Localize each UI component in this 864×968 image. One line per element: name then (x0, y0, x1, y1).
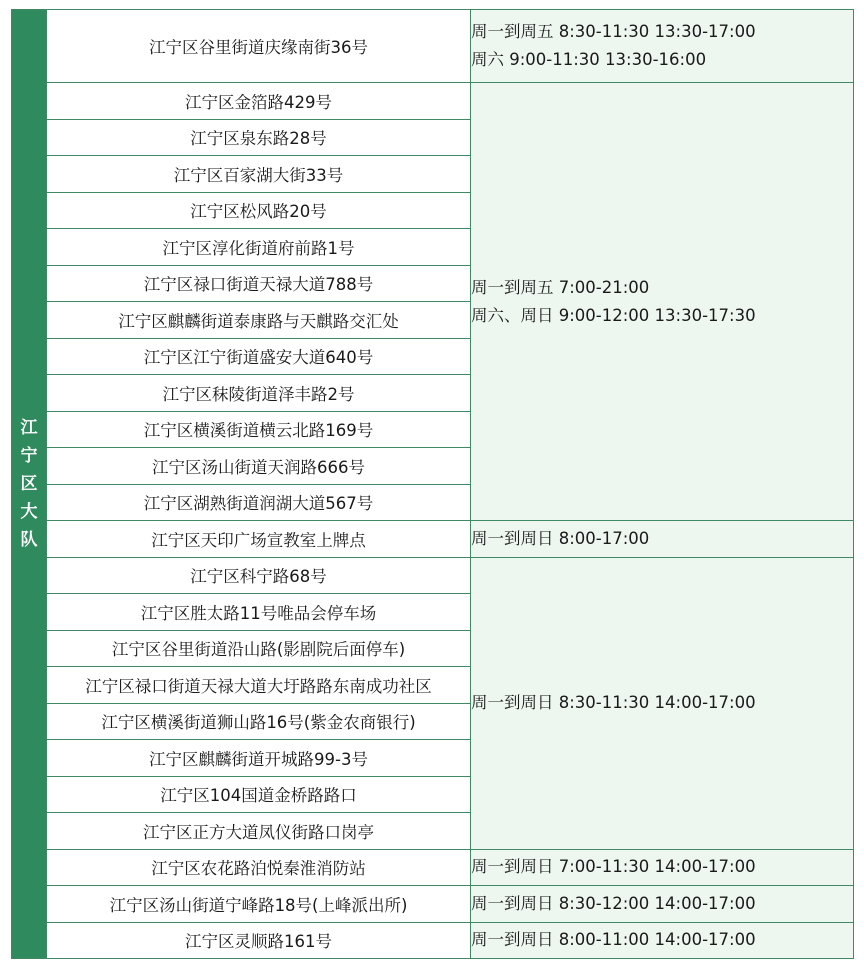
address-cell: 江宁区灵顺路161号 (47, 922, 471, 959)
table-row (12, 922, 854, 959)
address-cell: 江宁区农花路泊悦秦淮消防站 (47, 849, 471, 886)
address-cell: 江宁区横溪街道狮山路16号(紫金农商银行) (47, 703, 471, 740)
address-cell: 江宁区淳化街道府前路1号 (47, 229, 471, 266)
table-row (12, 557, 854, 594)
table-row (12, 83, 854, 120)
address-cell: 江宁区江宁街道盛安大道640号 (47, 338, 471, 375)
hours-cell (471, 849, 854, 886)
address-cell: 江宁区禄口街道天禄大道788号 (47, 265, 471, 302)
address-cell: 江宁区104国道金桥路路口 (47, 776, 471, 813)
hours-cell (471, 922, 854, 959)
address-cell: 江宁区泉东路28号 (47, 119, 471, 156)
hours-cell (471, 10, 854, 83)
table-row (12, 521, 854, 558)
address-cell: 江宁区胜太路11号唯品会停车场 (47, 594, 471, 631)
address-cell: 江宁区秣陵街道泽丰路2号 (47, 375, 471, 412)
district-label: 江宁区大队 (20, 418, 38, 550)
address-cell: 江宁区麒麟街道开城路99-3号 (47, 740, 471, 777)
address-cell: 江宁区谷里街道庆缘南街36号 (47, 10, 471, 83)
office-hours-table (11, 9, 854, 959)
table-row (12, 886, 854, 923)
address-cell: 江宁区横溪街道横云北路169号 (47, 411, 471, 448)
address-cell: 江宁区禄口街道天禄大道大圩路路东南成功社区 (47, 667, 471, 704)
table-body (12, 10, 854, 959)
address-cell: 江宁区麒麟街道泰康路与天麒路交汇处 (47, 302, 471, 339)
table-row (12, 10, 854, 83)
address-cell: 江宁区百家湖大街33号 (47, 156, 471, 193)
hours-cell (471, 886, 854, 923)
address-cell: 江宁区金箔路429号 (47, 83, 471, 120)
hours-line: 周一到周日 7:00-11:30 14:00-17:00 (471, 857, 756, 877)
hours-line: 周一到周日 8:30-12:00 14:00-17:00 (471, 893, 756, 913)
hours-line: 周一到周五 7:00-21:00 (471, 277, 650, 297)
hours-cell (471, 521, 854, 558)
address-cell: 江宁区科宁路68号 (47, 557, 471, 594)
address-cell: 江宁区松风路20号 (47, 192, 471, 229)
table-row (12, 849, 854, 886)
hours-cell (471, 557, 854, 849)
address-cell: 江宁区正方大道凤仪街路口岗亭 (47, 813, 471, 850)
address-cell: 江宁区天印广场宣教室上牌点 (47, 521, 471, 558)
hours-line: 周一到周五 8:30-11:30 13:30-17:00 (471, 22, 756, 41)
district-cell (12, 10, 47, 959)
address-cell: 江宁区湖熟街道润湖大道567号 (47, 484, 471, 521)
address-cell: 江宁区汤山街道宁峰路18号(上峰派出所) (47, 886, 471, 923)
hours-line: 周六、周日 9:00-12:00 13:30-17:30 (471, 305, 756, 325)
hours-line: 周一到周日 8:00-17:00 (471, 528, 650, 548)
hours-cell (471, 83, 854, 521)
hours-line: 周六 9:00-11:30 13:30-16:00 (471, 50, 707, 69)
address-cell: 江宁区谷里街道沿山路(影剧院后面停车) (47, 630, 471, 667)
hours-line: 周一到周日 8:00-11:00 14:00-17:00 (471, 930, 756, 950)
address-cell: 江宁区汤山街道天润路666号 (47, 448, 471, 485)
hours-line: 周一到周日 8:30-11:30 14:00-17:00 (471, 693, 756, 712)
